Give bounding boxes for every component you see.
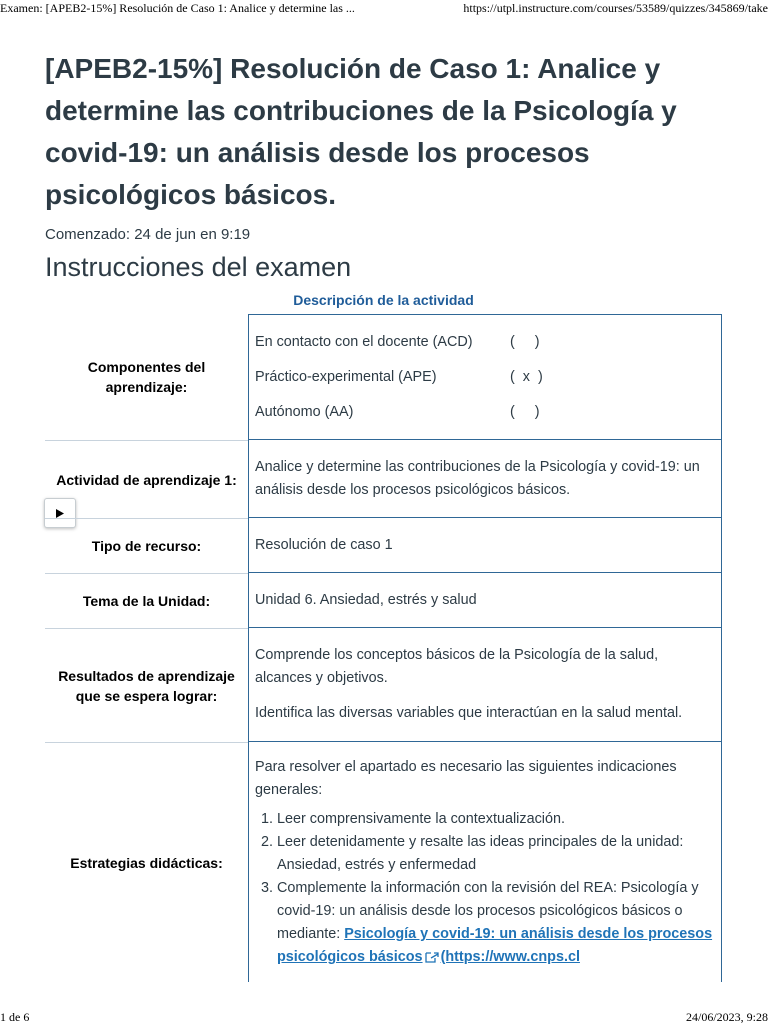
print-datetime: 24/06/2023, 9:28 [685, 1010, 768, 1024]
component-mark: ( x ) [510, 369, 543, 385]
print-header [0, 0, 768, 16]
external-link-icon [425, 951, 439, 963]
quiz-header [45, 48, 725, 285]
table-row-components [45, 314, 722, 440]
unit-value: Unidad 6. Ansiedad, estrés y salud [248, 573, 722, 628]
activity-value: Analice y determine las contribuciones de la Psicología y covid-19: un análisis desde los procesos psicológicos básicos. [248, 440, 722, 518]
table-caption: Descripción de la actividad [293, 292, 474, 308]
strategies-label: Estrategias didácticas: [45, 742, 248, 982]
outcomes-cell [248, 628, 722, 742]
print-footer [0, 1009, 768, 1025]
strategies-intro: Para resolver el apartado es necesario las siguientes indicaciones generales: [255, 759, 677, 798]
rea-link-url[interactable]: (https://www.cnps.cl [440, 949, 580, 965]
instructions-heading: Instrucciones del examen [45, 252, 352, 282]
components-cell [248, 314, 722, 440]
component-mark: ( ) [510, 334, 540, 350]
rea-link[interactable]: Psicología y covid-19: un análisis desde los procesos psicológicos básicos [277, 926, 713, 965]
outcome-item: Identifica las diversas variables que interactúan en la salud mental. [255, 705, 683, 721]
table-row-resource [45, 518, 722, 573]
strategy-step-text: Complemente la información con la revisión del REA: Psicología y covid-19: un análisis desde los procesos psicológicos básicos o mediante: [277, 880, 699, 942]
table-row-unit [45, 573, 722, 628]
component-name: En contacto con el docente (ACD) [255, 334, 473, 350]
strategies-steps [255, 808, 715, 969]
component-item [255, 395, 715, 430]
quiz-title: [APEB2-15%] Resolución de Caso 1: Analice y determine las contribuciones de la Psicología y covid-19: un análisis desde los procesos psicológicos básicos. [45, 53, 677, 210]
quiz-started-time: Comenzado: 24 de jun en 9:19 [45, 226, 251, 243]
strategy-step-text: Leer detenidamente y resalte las ideas principales de la unidad: Ansiedad, estrés y enfermedad [277, 834, 684, 873]
play-icon [55, 508, 65, 519]
strategies-cell [248, 742, 722, 982]
component-item [255, 360, 715, 395]
table-row-activity [45, 440, 722, 518]
table-row-strategies [45, 742, 722, 982]
components-label: Componentes del aprendizaje: [87, 359, 206, 395]
print-page-url: https://utpl.instructure.com/courses/53589/quizzes/345869/take [463, 1, 768, 15]
unit-label: Tema de la Unidad: [45, 573, 248, 628]
outcome-item: Comprende los conceptos básicos de la Psicología de la salud, alcances y objetivos. [255, 647, 659, 686]
resource-value: Resolución de caso 1 [248, 518, 722, 573]
activity-label: Actividad de aprendizaje 1: [45, 440, 248, 518]
component-name: Autónomo (AA) [255, 404, 354, 420]
strategy-step [277, 877, 715, 969]
print-page-title: Examen: [APEB2-15%] Resolución de Caso 1: Analice y determine las ... [0, 1, 355, 15]
print-page-number: 1 de 6 [0, 1010, 30, 1024]
component-item [255, 325, 715, 360]
table-row-outcomes [45, 628, 722, 742]
component-mark: ( ) [510, 404, 540, 420]
resource-label: Tipo de recurso: [45, 518, 248, 573]
strategy-step [277, 831, 715, 877]
outcomes-label: Resultados de aprendizaje que se espera lograr: [45, 628, 248, 742]
component-name: Práctico-experimental (APE) [255, 369, 437, 385]
strategy-step-text: Leer comprensivamente la contextualización. [277, 811, 565, 827]
strategy-step [277, 808, 715, 831]
